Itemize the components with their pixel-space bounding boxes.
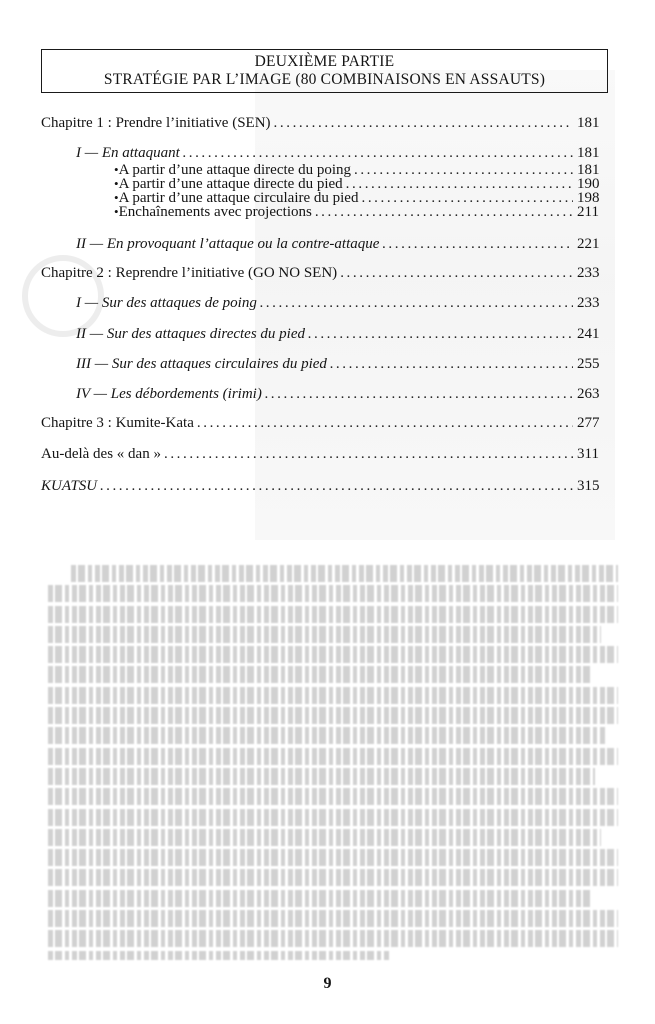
toc-entry-pied-circulaire[interactable] bbox=[114, 191, 599, 205]
toc-entry-debordements[interactable] bbox=[76, 386, 599, 403]
toc-page: 233 bbox=[577, 295, 600, 311]
toc-label: A partir d’une attaque directe du poing bbox=[118, 162, 351, 178]
toc-entry-projections[interactable] bbox=[114, 205, 599, 219]
toc-label: I — Sur des attaques de poing bbox=[76, 295, 257, 311]
toc-label: A partir d’une attaque directe du pied bbox=[118, 176, 343, 192]
toc-label: Chapitre 3 : Kumite-Kata bbox=[41, 415, 194, 431]
leader-dots bbox=[346, 177, 573, 191]
toc-page: 181 bbox=[577, 115, 600, 131]
toc-entry-en-attaquant[interactable] bbox=[76, 145, 599, 162]
leader-dots bbox=[183, 145, 573, 162]
toc-page: 198 bbox=[577, 190, 600, 206]
leader-dots bbox=[260, 295, 573, 312]
part-heading: DEUXIÈME PARTIE bbox=[254, 53, 395, 70]
toc-label: I — En attaquant bbox=[76, 145, 180, 161]
toc-page: 263 bbox=[577, 386, 600, 402]
toc-entry-attaques-circulaires-pied[interactable] bbox=[76, 356, 599, 373]
leader-dots bbox=[197, 415, 573, 432]
leader-dots bbox=[265, 386, 573, 403]
toc-label: III — Sur des attaques circulaires du pied bbox=[76, 356, 327, 372]
toc-page: 221 bbox=[577, 236, 600, 252]
toc-label: Au-delà des « dan » bbox=[41, 446, 161, 462]
bullet-icon: • bbox=[114, 204, 119, 219]
toc-page: 241 bbox=[577, 326, 600, 342]
show-through-text bbox=[48, 565, 618, 960]
toc-entry-chapter-3[interactable] bbox=[41, 415, 599, 432]
toc-label: Enchaînements avec projections bbox=[118, 204, 312, 220]
part-title: STRATÉGIE PAR L’IMAGE (80 COMBINAISONS EN ASSAUTS) bbox=[103, 71, 546, 88]
toc-entry-en-provoquant[interactable] bbox=[76, 236, 599, 253]
bullet-icon: • bbox=[114, 190, 119, 205]
toc-label: IV — Les débordements (irimi) bbox=[76, 386, 262, 402]
toc-page: 190 bbox=[577, 176, 600, 192]
leader-dots bbox=[164, 446, 573, 463]
toc-page: 311 bbox=[577, 446, 599, 462]
toc-page: 315 bbox=[577, 478, 600, 494]
leader-dots bbox=[315, 205, 573, 219]
toc-label: Chapitre 1 : Prendre l’initiative (SEN) bbox=[41, 115, 271, 131]
page-number: 9 bbox=[323, 975, 332, 992]
leader-dots bbox=[340, 265, 573, 282]
toc-entry-poing[interactable] bbox=[114, 163, 599, 177]
bullet-icon: • bbox=[114, 162, 119, 177]
toc-entry-au-dela-des-dan[interactable] bbox=[41, 446, 599, 463]
toc-label: II — En provoquant l’attaque ou la contre-attaque bbox=[76, 236, 380, 252]
toc-entry-chapter-1[interactable] bbox=[41, 115, 599, 132]
toc-label: A partir d’une attaque circulaire du pied bbox=[118, 190, 359, 206]
toc-label: II — Sur des attaques directes du pied bbox=[76, 326, 305, 342]
leader-dots bbox=[361, 191, 573, 205]
leader-dots bbox=[100, 478, 573, 495]
toc-page: 181 bbox=[577, 162, 600, 178]
toc-entry-attaques-directes-pied[interactable] bbox=[76, 326, 599, 343]
toc-page: 233 bbox=[577, 265, 600, 281]
bullet-icon: • bbox=[114, 176, 119, 191]
leader-dots bbox=[308, 326, 573, 343]
toc-label: Chapitre 2 : Reprendre l’initiative (GO NO SEN) bbox=[41, 265, 338, 281]
toc-entry-chapter-2[interactable] bbox=[41, 265, 599, 282]
leader-dots bbox=[354, 163, 573, 177]
toc-page: 211 bbox=[577, 204, 599, 220]
part-header-box bbox=[41, 49, 608, 93]
leader-dots bbox=[274, 115, 573, 132]
toc-entry-attaques-poing[interactable] bbox=[76, 295, 599, 312]
toc-entry-pied-direct[interactable] bbox=[114, 177, 599, 191]
toc-entry-kuatsu[interactable] bbox=[41, 478, 599, 495]
toc-page: 277 bbox=[577, 415, 600, 431]
leader-dots bbox=[382, 236, 573, 253]
leader-dots bbox=[330, 356, 573, 373]
toc-label: KUATSU bbox=[41, 478, 98, 494]
toc-page: 181 bbox=[577, 145, 600, 161]
toc-page: 255 bbox=[577, 356, 600, 372]
